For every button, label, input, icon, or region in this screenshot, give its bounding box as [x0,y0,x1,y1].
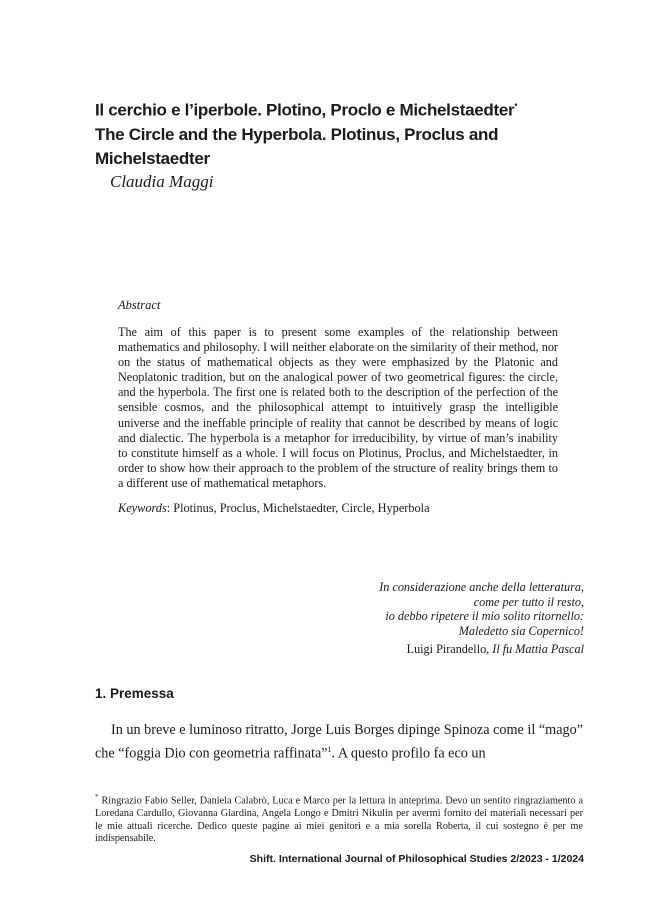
italian-title-text: Il cerchio e l’iperbole. Plotino, Proclo e Michelstaedter [95,100,515,120]
title-footnote-marker: * [514,102,518,111]
body-text-part-2: . A questo profilo fa eco un [331,745,486,762]
footnote-marker: * [95,793,99,801]
epigraph-line: come per tutto il resto, [473,594,584,609]
epigraph-line: io debbo ripetere il mio solito ritornello: [385,609,584,624]
english-title-line-1: The Circle and the Hyperbola. Plotinus, Proclus and [95,124,499,144]
title-block [95,95,565,192]
english-title-line-2: Michelstaedter [95,148,210,168]
footnote-text: Ringrazio Fabio Seller, Daniela Calabrò, Luca e Marco per la lettura in anteprima. Devo un sentito ringraziamento a Loredana Cardullo, Giovanna Giardina, Angela Longo e Dmitri Nikulin per avermi fornito dei materiali necessari per le mie attuali ricerche. Dedico queste pagine ai miei genitori e a mia sorella Roberta, il cui sostegno è per me indispensabile. [95,795,583,845]
epigraph-attribution [284,642,584,657]
journal-footer: Shift. International Journal of Philosophical Studies 2/2023 - 1/2024 [249,853,584,865]
author-name: Claudia Maggi [110,171,214,191]
epigraph-author: Luigi Pirandello, [406,642,493,657]
keywords-label: Keywords [118,501,167,516]
epigraph-line: Maledetto sia Copernico! [458,623,584,638]
keywords-list: : Plotinus, Proclus, Michelstaedter, Circle, Hyperbola [166,501,430,516]
epigraph-work: Il fu Mattia Pascal [492,642,584,657]
epigraph [284,580,584,657]
abstract-heading: Abstract [118,298,161,312]
footnote-reference[interactable]: 1 [327,745,332,754]
epigraph-line: In considerazione anche della letteratura, [379,580,584,594]
footnote [95,791,583,846]
body-paragraph [95,720,583,764]
keywords [118,501,558,516]
section-heading: 1. Premessa [95,686,174,701]
italian-title [95,95,565,123]
abstract-text: The aim of this paper is to present some examples of the relationship between mathematics and philosophy. I will neither elaborate on the similarity of their method, nor on the status of mathematical objects as they were emphasized by the Platonic and Neoplatonic tradition, but on the analogical power of two geometrical figures: the circle, and the hyperbola. The first one is related both to the description of the perfection of the sensible cosmos, and the philosophical attempt to intuitively grasp the intelligible universe and the ineffable principle of reality that cannot be described by means of logic and dialectic. The hyperbola is a metaphor for irreducibility, by virtue of man’s inability to constitute himself as a whole. I will focus on Plotinus, Proclus, and Michelstaedter, in order to show how their approach to the problem of the structure of reality brings them to a different use of mathematical metaphors. [118,325,558,490]
abstract-section [118,298,558,516]
body-text-part-1: In un breve e luminoso ritratto, Jorge Luis Borges dipinge Spinoza come il “mago” che “foggia Dio con geometria raffinata” [95,722,583,762]
